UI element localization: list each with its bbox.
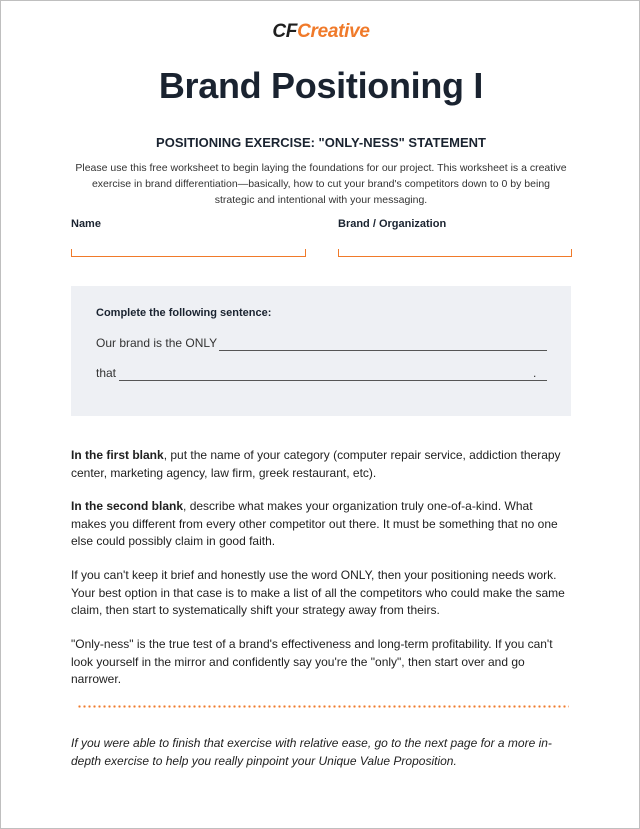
sentence-period: . xyxy=(533,366,537,380)
logo-part-cf: CF xyxy=(272,21,298,42)
first-blank-field[interactable] xyxy=(219,350,547,351)
paragraph-text: "Only-ness" is the true test of a brand's effectiveness and long-term profitability. If you can't look yourself in the mirror and confidently say you're the "only", then start over and go narrower. xyxy=(71,637,553,686)
dotted-divider xyxy=(77,705,569,708)
paragraph-only-ness xyxy=(71,636,571,689)
name-label: Name xyxy=(71,218,101,230)
exercise-heading: Complete the following sentence: xyxy=(96,307,272,319)
paragraph-only-advice xyxy=(71,567,571,620)
exercise-subtitle: POSITIONING EXERCISE: "ONLY-NESS" STATEMENT xyxy=(156,135,486,150)
exercise-box xyxy=(71,286,571,416)
cf-creative-logo xyxy=(1,21,640,43)
paragraph-text: If you can't keep it brief and honestly use the word ONLY, then your positioning needs work. Your best option in that case is to make a list of all the competitors who could make the same claim, then start to systematically shift your strategy away from theirs. xyxy=(71,568,565,617)
sentence-line-1-prefix: Our brand is the ONLY xyxy=(96,336,218,350)
closing-note: If you were able to finish that exercise with relative ease, go to the next page for a more in-depth exercise to help you really pinpoint your Unique Value Proposition. xyxy=(71,736,552,768)
paragraph-first-blank xyxy=(71,447,571,482)
brand-organization-field[interactable] xyxy=(338,249,572,257)
paragraph-bold-lead: In the second blank xyxy=(71,499,184,513)
paragraph-text: , describe what makes your organization truly one-of-a-kind. What makes you different from every other competitor out there. It must be something that no one else could possibly claim in good faith. xyxy=(71,499,558,548)
paragraph-bold-lead: In the first blank xyxy=(71,448,164,462)
name-field[interactable] xyxy=(71,249,306,257)
second-blank-field[interactable] xyxy=(119,380,547,381)
paragraph-text: , put the name of your category (computer repair service, addiction therapy center, marketing agency, law firm, greek restaurant, etc). xyxy=(71,448,561,480)
brand-organization-label: Brand / Organization xyxy=(338,218,447,230)
logo-part-creative: Creative xyxy=(297,21,370,42)
sentence-line-2-prefix: that xyxy=(96,366,117,380)
page-title: Brand Positioning I xyxy=(158,65,484,106)
paragraph-second-blank xyxy=(71,498,571,551)
intro-text: Please use this free worksheet to begin laying the foundations for our project. This worksheet is a creative exercise in brand differentiation—basically, how to cut your brand's competitors down to 0 by being strategic and intentional with your messaging. xyxy=(75,162,567,206)
